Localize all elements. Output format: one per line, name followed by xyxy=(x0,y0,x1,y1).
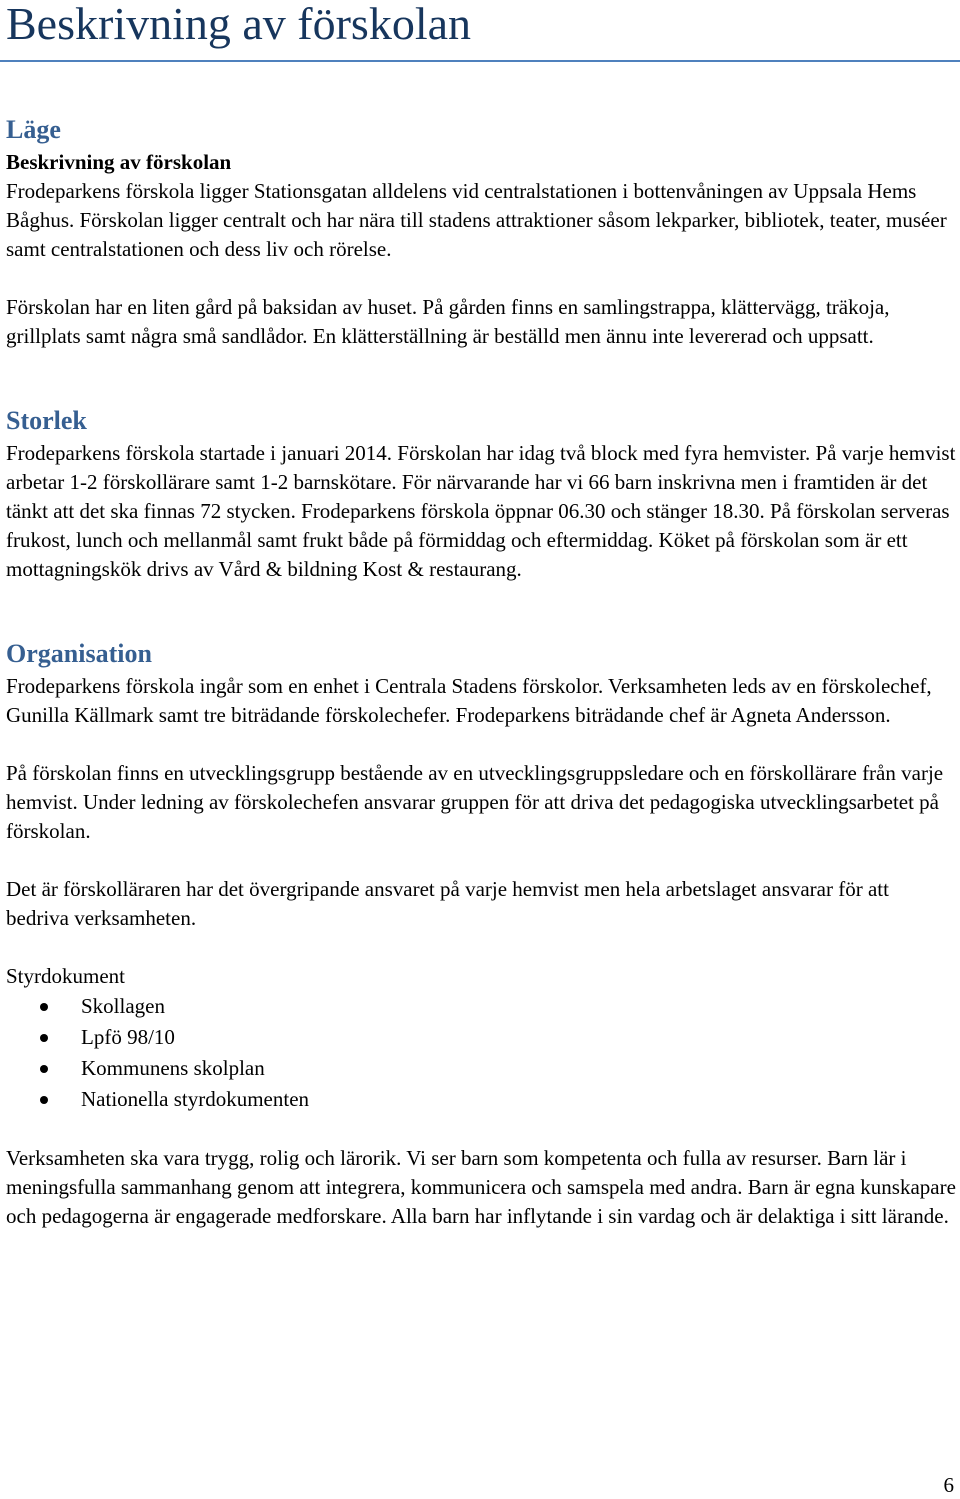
list-item-text: Skollagen xyxy=(81,994,165,1018)
page-title: Beskrivning av förskolan xyxy=(6,0,472,49)
list-item xyxy=(6,1022,956,1053)
page-number: 6 xyxy=(943,1473,954,1497)
section-heading-storlek: Storlek xyxy=(6,406,87,435)
document-body xyxy=(6,112,956,1231)
paragraph-organisation-3: Det är förskolläraren har det övergripande ansvaret på varje hemvist men hela arbetslaget ansvarar för att bedriva verksamheten. xyxy=(6,877,889,930)
section-organisation xyxy=(6,636,956,1231)
paragraph-organisation-2: På förskolan finns en utvecklingsgrupp bestående av en utvecklingsgruppsledare och en förskollärare från varje hemvist. Under ledning av förskolechefen ansvarar gruppen för att driva det pedagogiska utvecklingsarbetet på förskolan. xyxy=(6,761,944,843)
subheading-beskrivning: Beskrivning av förskolan xyxy=(6,150,232,174)
section-lage xyxy=(6,112,956,351)
bullet-icon xyxy=(40,1003,48,1011)
paragraph-lage-2: Förskolan har en liten gård på baksidan av huset. På gården finns en samlingstrappa, klättervägg, träkoja, grillplats samt några små sandlådor. En klätterställning är beställd men ännu inte levererad och uppsatt. xyxy=(6,295,890,348)
bullet-icon xyxy=(40,1096,48,1104)
section-heading-lage: Läge xyxy=(6,115,61,144)
list-item-text: Nationella styrdokumenten xyxy=(81,1087,310,1111)
paragraph-organisation-closing: Verksamheten ska vara trygg, rolig och lärorik. Vi ser barn som kompetenta och fulla av resurser. Barn lär i meningsfulla sammanhang genom att integrera, kommunicera och samspela med andra. Barn är egna kunskapare och pedagogerna är engagerade medforskare. Alla barn har inflytande i sin vardag och är delaktiga i sitt lärande. xyxy=(6,1146,956,1228)
section-storlek xyxy=(6,403,956,584)
styrdokument-list xyxy=(6,991,956,1115)
list-item xyxy=(6,1053,956,1084)
bullet-icon xyxy=(40,1034,48,1042)
paragraph-storlek-1: Frodeparkens förskola startade i januari 2014. Förskolan har idag två block med fyra hemvister. På varje hemvist arbetar 1-2 förskollärare samt 1-2 barnskötare. För närvarande har vi 66 barn inskrivna men i framtiden är det tänkt att det ska finnas 72 stycken. Frodeparkens förskola öppnar 06.30 och stänger 18.30. På förskolan serveras frukost, lunch och mellanmål samt frukt både på förmiddag och eftermiddag. Köket på förskolan som är ett mottagningskök drivs av Vård & bildning Kost & restaurang. xyxy=(6,441,956,581)
bullet-icon xyxy=(40,1065,48,1073)
list-item xyxy=(6,991,956,1022)
styrdokument-label: Styrdokument xyxy=(6,964,125,988)
paragraph-organisation-1: Frodeparkens förskola ingår som en enhet i Centrala Stadens förskolor. Verksamheten leds av en förskolechef, Gunilla Källmark samt tre biträdande förskolechefer. Frodeparkens biträdande chef är Agneta Andersson. xyxy=(6,674,932,727)
title-divider xyxy=(0,60,960,62)
paragraph-lage-1: Frodeparkens förskola ligger Stationsgatan alldelens vid centralstationen i bottenvåningen av Uppsala Hems Båghus. Förskolan ligger centralt och har nära till stadens attraktioner såsom lekparker, bibliotek, teater, muséer samt centralstationen och dess liv och rörelse. xyxy=(6,179,947,261)
list-item-text: Lpfö 98/10 xyxy=(81,1025,175,1049)
list-item xyxy=(6,1084,956,1115)
list-item-text: Kommunens skolplan xyxy=(81,1056,265,1080)
section-heading-organisation: Organisation xyxy=(6,639,152,668)
